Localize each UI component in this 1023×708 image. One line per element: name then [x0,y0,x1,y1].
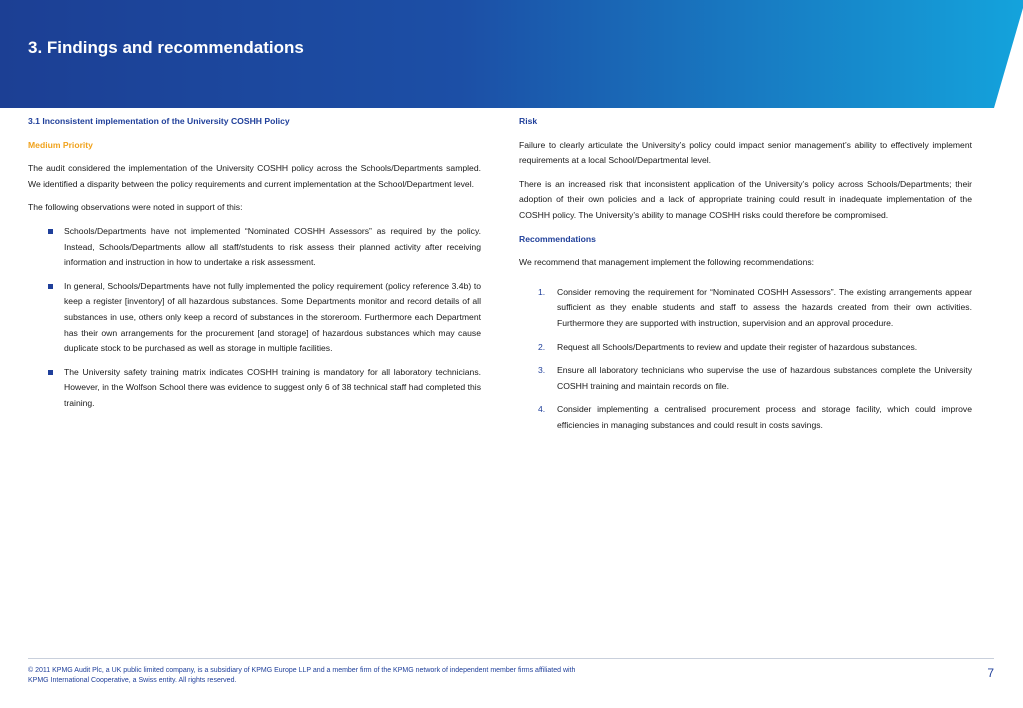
bullet-square-icon [48,229,53,234]
recommendations-list [519,285,972,434]
recommendation-number: 4. [538,404,546,415]
list-item [519,363,972,394]
footer-divider [28,658,994,659]
risk-paragraph: There is an increased risk that inconsistent application of the University’s policy across Schools/Departments; their adoption of their own policies and a lack of appropriate training could result in inadequate implementation of the COSHH policy. The University’s ability to manage COSHH risks could therefore be compromised. [519,178,972,220]
page-number: 7 [987,666,994,680]
footer-copyright [28,666,728,686]
bullet-text: The University safety training matrix indicates COSHH training is mandatory for all laboratory technicians. However, in the Wolfson School there was evidence to suggest only 6 of 38 technical staff had completed this training. [64,366,481,408]
observations-list [28,224,481,412]
list-item [28,224,481,271]
recommendations-lead: We recommend that management implement the following recommendations: [519,257,815,268]
page-title: 3. Findings and recommendations [28,38,304,57]
footer-line: © 2011 KPMG Audit Plc, a UK public limited company, is a subsidiary of KPMG Europe LLP and a member firm of the KPMG network of independent member firms affiliated with [28,667,576,674]
risk-column [519,114,972,442]
section-title: 3.1 Inconsistent implementation of the University COSHH Policy [28,116,290,126]
risk-paragraph: Failure to clearly articulate the University’s policy could impact senior management’s ability to effectively implement requirements at a local School/Departmental level. [519,139,972,166]
bullet-text: Schools/Departments have not implemented “Nominated COSHH Assessors” as required by the policy. Instead, Schools/Departments allow all staff/students to risk assess their planned activity after receiving information and instruction in how to undertake a risk assessment. [64,225,481,268]
recommendation-text: Ensure all laboratory technicians who supervise the use of hazardous substances complete the University COSHH training and maintain records on file. [557,365,972,391]
recommendation-number: 2. [538,341,546,352]
bullet-text: In general, Schools/Departments have not fully implemented the policy requirement (policy reference 3.4b) to keep a register [inventory] of all hazardous substances. Some Departments monitor and record details of all substances in use, others only keep a record of substances in the storeroom. Furthermore each Department has their own arrangements for the procurement [and storage] of hazardous substances which may cause duplicate stock to be purchased as well as storage in multiple facilities. [64,280,481,354]
observations-lead: The following observations were noted in support of this: [28,202,243,213]
list-item [28,279,481,357]
recommendation-number: 1. [538,286,546,297]
recommendation-text: Request all Schools/Departments to review and update their register of hazardous substances. [557,341,918,352]
intro-paragraph: The audit considered the implementation of the University COSHH policy across the Schools/Departments sampled. We identified a disparity between the policy requirements and current implementation at the School/Department level. [28,163,481,189]
risk-heading: Risk [519,116,538,126]
priority-label: Medium Priority [28,139,93,150]
list-item [519,340,972,356]
bullet-square-icon [48,370,53,375]
list-item [519,285,972,332]
findings-column [28,114,481,420]
list-item [28,365,481,412]
recommendation-number: 3. [538,365,546,376]
list-item [519,402,972,433]
recommendation-text: Consider implementing a centralised procurement process and storage facility, which could improve efficiencies in managing substances and could result in costs savings. [557,404,972,430]
bullet-square-icon [48,284,53,289]
recommendations-heading: Recommendations [519,233,596,244]
recommendation-text: Consider removing the requirement for “Nominated COSHH Assessors”. The existing arrangements appear sufficient as they enable students and staff to assess the hazards created from their own activities. Furthermore they are supported with instruction, supervision and an approval procedure. [557,286,972,328]
footer-line: KPMG International Cooperative, a Swiss entity. All rights reserved. [28,677,237,684]
